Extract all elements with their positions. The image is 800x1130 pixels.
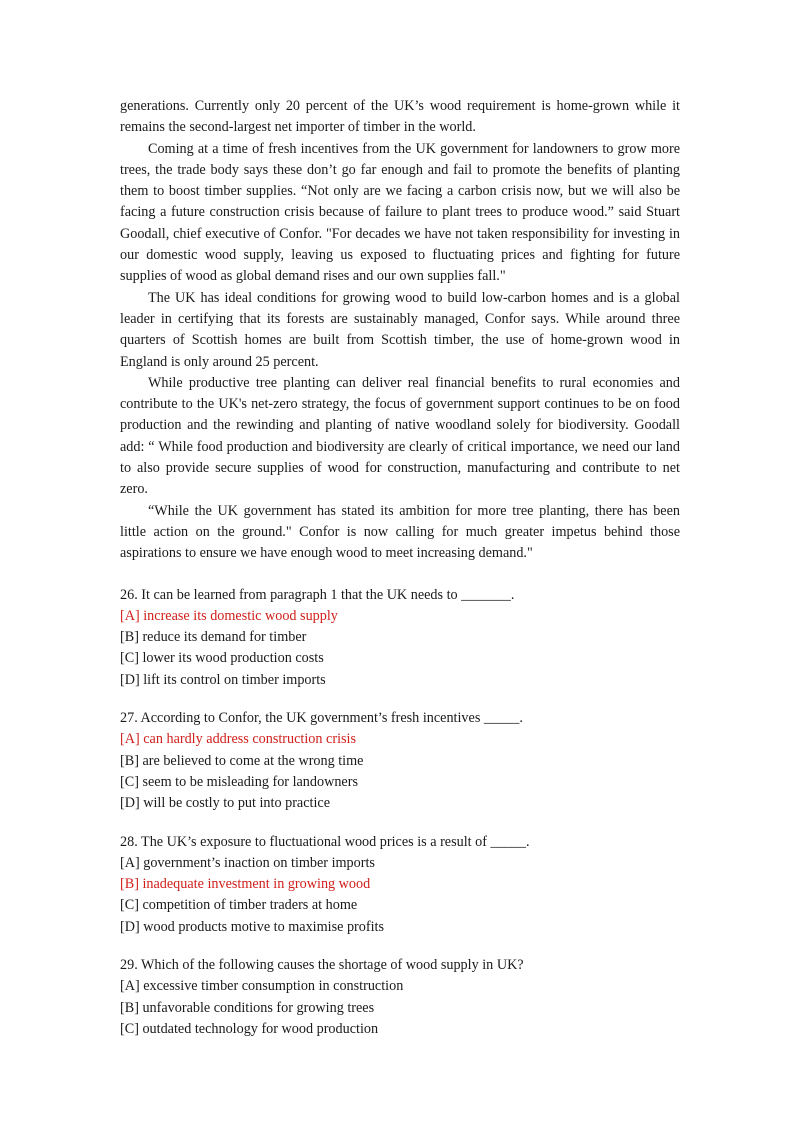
option-d: [D] lift its control on timber imports: [120, 671, 326, 688]
option-a: [A] increase its domestic wood supply: [120, 607, 338, 624]
option-d: [D] wood products motive to maximise profits: [120, 918, 385, 935]
reading-passage: [120, 96, 680, 565]
question-stem: 28. The UK’s exposure to fluctuational wood prices is a result of _____.: [120, 833, 530, 850]
option-b: [B] inadequate investment in growing wood: [120, 876, 371, 893]
option-b: [B] unfavorable conditions for growing trees: [120, 999, 375, 1016]
passage-paragraph-1: generations. Currently only 20 percent of the UK’s wood requirement is home-grown while it remains the second-largest net importer of timber in the world.: [120, 98, 680, 136]
question-27: [120, 708, 680, 814]
option-b: [B] are believed to come at the wrong time: [120, 752, 364, 769]
option-a: [A] excessive timber consumption in construction: [120, 978, 404, 995]
option-a: [A] can hardly address construction crisis: [120, 731, 356, 748]
option-c: [C] outdated technology for wood production: [120, 1020, 379, 1037]
question-29: [120, 955, 680, 1040]
option-c: [C] competition of timber traders at home: [120, 897, 358, 914]
option-a: [A] government’s inaction on timber imports: [120, 854, 375, 871]
question-stem: 26. It can be learned from paragraph 1 that the UK needs to _______.: [120, 586, 515, 603]
question-stem: 27. According to Confor, the UK government’s fresh incentives _____.: [120, 710, 523, 727]
option-d: [D] will be costly to put into practice: [120, 795, 330, 812]
passage-paragraph-5: “While the UK government has stated its ambition for more tree planting, there has been little action on the ground." Confor is now calling for much greater impetus behind those aspirations to ensure we have enough wood to meet increasing demand.": [120, 502, 680, 562]
question-list: [120, 585, 680, 1041]
question-28: [120, 832, 680, 938]
option-b: [B] reduce its demand for timber: [120, 629, 307, 646]
option-c: [C] lower its wood production costs: [120, 650, 324, 667]
question-26: [120, 585, 680, 691]
document-page: [120, 96, 680, 1057]
passage-paragraph-3: The UK has ideal conditions for growing wood to build low-carbon homes and is a global leader in certifying that its forests are sustainably managed, Confor says. While around three quarters of Scottish homes are built from Scottish timber, the use of home-grown wood in England is only around 25 percent.: [120, 289, 680, 370]
question-stem: 29. Which of the following causes the shortage of wood supply in UK?: [120, 956, 524, 973]
passage-paragraph-2: Coming at a time of fresh incentives from the UK government for landowners to grow more trees, the trade body says these don’t go far enough and fail to promote the benefits of planting them to boost timber supplies. “Not only are we facing a carbon crisis now, but we will also be facing a future construction crisis because of failure to plant trees to produce wood.” said Stuart Goodall, chief executive of Confor. "For decades we have not taken responsibility for investing in our domestic wood supply, leaving us exposed to fluctuating prices and fighting for future supplies of wood as global demand rises and our own supplies fall.": [120, 140, 680, 285]
passage-paragraph-4: While productive tree planting can deliver real financial benefits to rural economies and contribute to the UK's net-zero strategy, the focus of government support continues to be on food production and the rewinding and planting of native woodland solely for biodiversity. Goodall add: “ While food production and biodiversity are clearly of critical importance, we need our land to also provide secure supplies of wood for construction, manufacturing and contribute to net zero.: [120, 374, 680, 498]
option-c: [C] seem to be misleading for landowners: [120, 773, 358, 790]
